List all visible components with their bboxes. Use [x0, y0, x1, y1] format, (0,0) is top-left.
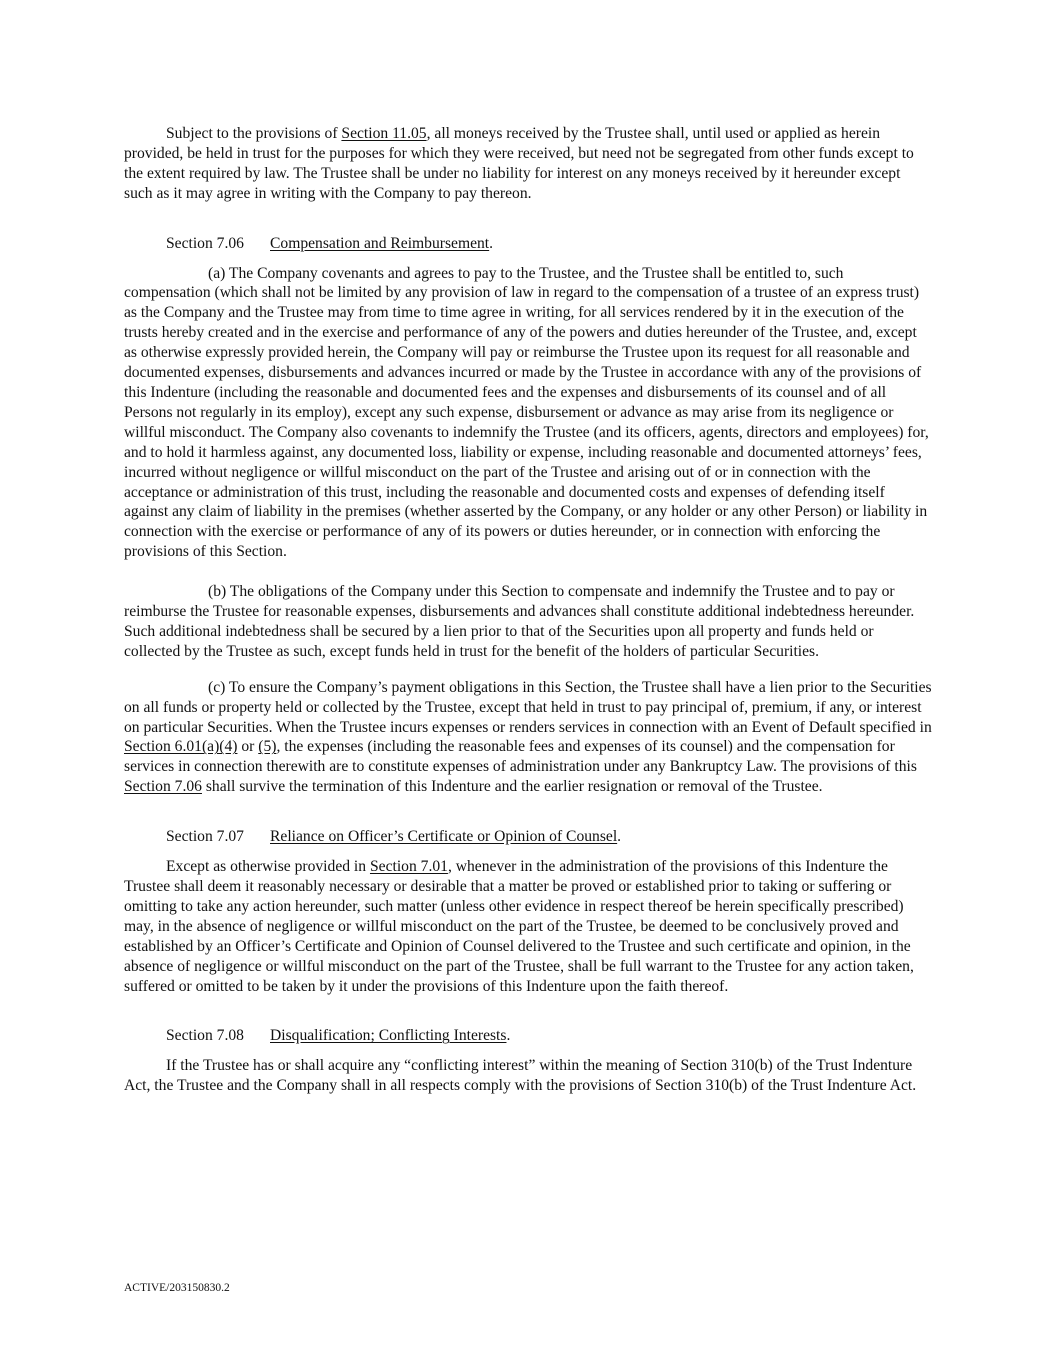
intro-paragraph: [124, 124, 932, 204]
section-7-08-heading: [124, 1026, 932, 1046]
section-7-06-reference: Section 7.06: [124, 778, 202, 796]
clause-5-reference: (5): [258, 738, 277, 756]
section-7-06-paragraph-a: (a) The Company covenants and agrees to pay to the Trustee, and the Trustee shall be entitled to, such compensation (which shall not be limited by any provision of law in regard to the compensation of a trustee of an express trust) as the Company and the Trustee may from time to time agree in writing, for all services rendered by it in the execution of the trusts hereby created and in the exercise and performance of any of the powers and duties hereunder of the Trustee, and, except as otherwise expressly provided herein, the Company will pay or reimburse the Trustee upon its request for all reasonable and documented expenses, disbursements and advances incurred or made by the Trustee in accordance with any of the provisions of this Indenture (including the reasonable and documented fees and the expenses and disbursements of its counsel and of all Persons not regularly in its employ), except any such expense, disbursement or advance as may arise from its negligence or willful misconduct. The Company also covenants to indemnify the Trustee (and its officers, agents, directors and employees) for, and to hold it harmless against, any documented loss, liability or expense, including reasonable and documented attorneys’ fees, incurred without negligence or willful misconduct on the part of the Trustee and arising out of or in connection with the acceptance or administration of this trust, including the reasonable and documented costs and expenses of defending itself against any claim of liability in the premises (whether asserted by the Company, or any holder or any other Person) or liability in connection with the exercise or performance of any of its powers or duties hereunder, or in connection with enforcing the provisions of this Section.: [124, 264, 929, 561]
section-11-05-reference: Section 11.05: [341, 125, 427, 142]
section-7-08-paragraph: If the Trustee has or shall acquire any “conflicting interest” within the meaning of Section 310(b) of the Trust Indenture Act, the Trustee and the Company shall in all respects comply with the provisions of Section 310(b) of the Trust Indenture Act.: [124, 1057, 917, 1095]
intro-text-2: , all moneys received by the Trustee shall, until used or applied as herein provided, be held in trust for the purposes for which they were received, but need not be segregated from other funds except to the extent required by law. The Trustee shall be under no liability for interest on any moneys received by it hereunder except such as it may agree in writing with the Company to pay thereon.: [124, 125, 914, 202]
section-6-01-a-4-reference: Section 6.01(a)(4): [124, 738, 238, 756]
paragraph-c-text-1: (c) To ensure the Company’s payment obligations in this Section, the Trustee shall have a lien prior to the Securities on all funds or property held or collected by the Trustee, except that held in trust to pay principal of, premium, if any, or interest on particular Securities. When the Trustee incurs expenses or renders services in connection with an Event of Default specified in: [124, 678, 932, 736]
section-7-07-title-period: .: [617, 828, 622, 846]
section-7-08-title-period: .: [506, 1027, 511, 1045]
paragraph-c-text-2: or: [237, 738, 259, 756]
section-7-08-title: Disqualification; Conflicting Interests: [270, 1027, 507, 1045]
section-7-06-title: Compensation and Reimbursement: [270, 234, 490, 252]
document-footer-id: ACTIVE/203150830.2: [124, 1282, 230, 1294]
section-7-08-number: Section 7.08: [166, 1027, 244, 1045]
paragraph-c-text-4: shall survive the termination of this Indenture and the earlier resignation or removal of the Trustee.: [201, 778, 823, 796]
section-7-06-paragraph-c: [124, 678, 932, 797]
intro-text-1: Subject to the provisions of: [166, 125, 342, 142]
paragraph-c-text-3: , the expenses (including the reasonable fees and expenses of its counsel) and the compensation for services in connection therewith are to constitute expenses of administration under any Bankruptcy Law. The provisions of this: [124, 738, 917, 776]
section-7-07-text-1: Except as otherwise provided in: [166, 858, 370, 876]
section-7-07-paragraph: [124, 857, 932, 996]
section-7-06-title-period: .: [489, 234, 494, 252]
section-7-01-reference: Section 7.01: [369, 858, 448, 876]
section-7-07-text-2: , whenever in the administration of the provisions of this Indenture the Trustee shall deem it reasonably necessary or desirable that a matter be proved or established prior to taking or suffering or omitting to take any action hereunder, such matter (unless other evidence in respect thereof be herein specifically prescribed) may, in the absence of negligence or willful misconduct on the part of the Trustee, be deemed to be conclusively proved and established by an Officer’s Certificate and Opinion of Counsel delivered to the Trustee and such certificate and opinion, in the absence of negligence or willful misconduct on the part of the Trustee, shall be full warrant to the Trustee for any action taken, suffered or omitted to be taken by it under the provisions of this Indenture upon the faith thereof.: [124, 858, 914, 995]
section-7-06-paragraph-b: (b) The obligations of the Company under this Section to compensate and indemnify the Trustee and to pay or reimburse the Trustee for reasonable expenses, disbursements and advances shall constitute additional indebtedness hereunder. Such additional indebtedness shall be secured by a lien prior to that of the Securities upon all property and funds held or collected by the Trustee as such, except funds held in trust for the benefit of the holders of particular Securities.: [124, 583, 915, 660]
section-7-07-number: Section 7.07: [166, 828, 244, 846]
section-7-06-heading: [124, 234, 932, 254]
section-7-07-title: Reliance on Officer’s Certificate or Opinion of Counsel: [270, 828, 618, 846]
document-page: [124, 124, 932, 1096]
section-7-07-heading: [124, 827, 932, 847]
section-7-06-number: Section 7.06: [166, 234, 244, 252]
